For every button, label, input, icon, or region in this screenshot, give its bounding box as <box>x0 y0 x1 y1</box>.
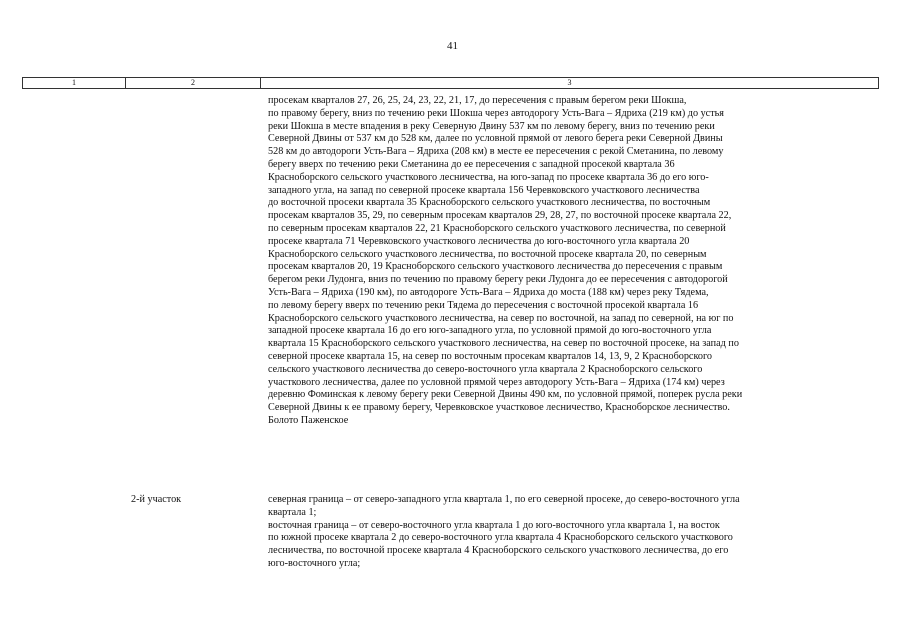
text-line: западного угла, на запад по северной просеке квартала 156 Черевковского участкового лесничества <box>268 184 700 196</box>
text-line: по правому берегу, вниз по течению реки Шокша через автодорогу Усть-Вага – Ядриха (219 км) до устья <box>268 107 724 119</box>
text-line: по северным просекам кварталов 22, 21 Красноборского сельского участкового лесничества, по северной <box>268 222 726 234</box>
text-line: по южной просеке квартала 2 до северо-восточного угла квартала 4 Красноборского сельского участкового <box>268 532 733 544</box>
text-line: берегу вверх по течению реки Сметанина до ее пересечения с западной просекой квартала 36 <box>268 158 675 170</box>
text-line: Усть-Вага – Ядриха (190 км), по автодороге Усть-Вага – Ядриха до моста (188 км) через реку Тядема, <box>268 286 709 298</box>
text-line: Северной Двины к ее правому берегу, Черевковское участковое лесничество, Красноборское лесничество. <box>268 402 730 414</box>
text-line: Болото Паженское <box>268 414 349 426</box>
text-line: просекам кварталов 20, 19 Красноборского сельского участкового лесничества до пересечения с правым <box>268 261 723 273</box>
text-line: деревню Фоминская к левому берегу реки Северной Двины 490 км, по условной прямой, поперек русла реки <box>268 389 743 401</box>
table-header-row <box>23 78 879 89</box>
text-line: северная граница – от северо-западного угла квартала 1, по его северной просеке, до северо-восточного угла <box>268 494 740 505</box>
column-1-header: 1 <box>23 78 126 89</box>
text-line: Красноборского сельского участкового лесничества, на юго-запад по просеке квартала 36 до его юго- <box>268 171 709 183</box>
text-line: просеке квартала 71 Черевковского участкового лесничества до юго-восточного угла квартала 20 <box>268 235 690 247</box>
text-line: просекам кварталов 35, 29, по северным просекам кварталов 29, 28, 27, по восточной просеке квартала 22, <box>268 210 732 222</box>
text-line: юго-восточного угла; <box>268 557 361 569</box>
text-line: по левому берегу вверх по течению реки Тядема до пересечения с восточной просекой квартала 16 <box>268 299 699 311</box>
text-line: реки Шокша в месте впадения в реку Северную Двину 537 км по левому берегу, вниз по течению реки <box>268 120 715 132</box>
text-line: Красноборского сельского участкового лесничества, на север по восточной, на запад по северной, на юг по <box>268 312 734 324</box>
text-line: участкового лесничества, далее по условной прямой через автодорогу Усть-Вага – Ядриха (174 км) через <box>268 376 725 388</box>
text-line: 528 км до автодороги Усть-Вага – Ядриха (208 км) в месте ее пересечения с рекой Сметанина, по левому <box>268 146 724 158</box>
text-line: Северной Двины от 537 км до 528 км, далее по условной прямой от левого берега реки Северной Двины <box>268 133 723 145</box>
page-number: 41 <box>447 40 458 52</box>
column-2-header: 2 <box>126 78 261 89</box>
text-line: лесничества, по восточной просеке квартала 4 Красноборского сельского участкового лесничества, до его <box>268 545 729 557</box>
text-line: берегом реки Лудонга, вниз по течению по правому берегу реки Лудонга до ее пересечения с автодорогой <box>268 274 728 286</box>
column-3-header: 3 <box>261 78 879 89</box>
table-header <box>22 77 879 89</box>
text-line: сельского участкового лесничества до северо-восточного угла квартала 2 Красноборского сельского <box>268 363 703 375</box>
text-line: восточная граница – от северо-восточного угла квартала 1 до юго-восточного угла квартала 1, на восток <box>268 519 720 531</box>
text-line: квартала 1; <box>268 506 317 518</box>
text-line: Красноборского сельского участкового лесничества, по восточной просеке квартала 20, по северным <box>268 248 707 260</box>
text-line: северной просеке квартала 15, на север по восточным просекам кварталов 14, 13, 9, 2 Красноборского <box>268 350 713 362</box>
text-line: до восточной просеки квартала 35 Красноборского сельского участкового лесничества, по восточным <box>268 197 711 209</box>
section-label: 2-й участок <box>131 494 182 505</box>
text-line: квартала 15 Красноборского сельского участкового лесничества, на север по восточной просеке, на запад по <box>268 338 739 350</box>
continuation-text <box>268 95 873 428</box>
section-2-description <box>268 494 873 571</box>
text-line: просекам кварталов 27, 26, 25, 24, 23, 22, 21, 17, до пересечения с правым берегом реки Шокша, <box>268 95 687 106</box>
text-line: западной просеке квартала 16 до его юго-западного угла, по условной прямой до юго-восточного угла <box>268 325 712 337</box>
